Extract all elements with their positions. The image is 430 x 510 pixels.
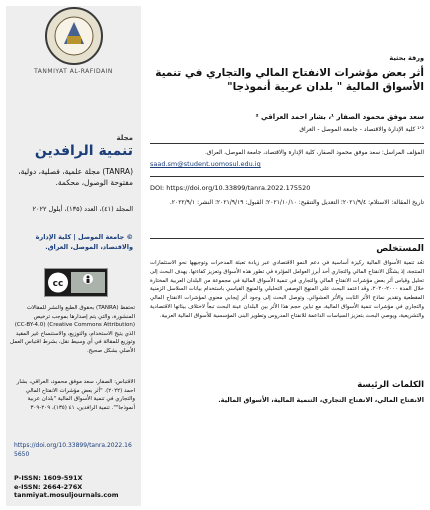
journal-logo xyxy=(38,6,110,66)
paper-type: ورقة بحثية xyxy=(389,54,424,62)
issn-block xyxy=(14,474,118,500)
divider xyxy=(150,143,424,144)
logo-text: TANMIYAT AL-RAFIDAIN xyxy=(34,68,113,75)
divider xyxy=(150,176,424,177)
article-title: أثر بعض مؤشرات الانفتاح المالي والتجاري في تنمية الأسواق المالية " بلدان عربية أنموذجا" xyxy=(155,67,424,93)
abstract-heading: المستخلص xyxy=(376,244,424,254)
author-affiliation: ¹٬² كلية الإدارة والاقتصاد - جامعة الموصل - العراق xyxy=(299,126,424,133)
svg-text:cc: cc xyxy=(52,279,64,289)
print-issn: P-ISSN: 1609-591X xyxy=(14,474,83,482)
sidebar-doi-link[interactable]: https://doi.org/10.33899/tanra.2022.165650 xyxy=(14,442,132,458)
article-doi-link[interactable]: DOI: https://doi.org/10.33899/tanra.2022.175520 xyxy=(150,184,311,192)
keywords-heading: الكلمات الرئيسة xyxy=(357,380,424,390)
keywords-list: الانفتاح المالي، الانفتاح التجاري، التنمية المالية، الأسواق المالية. xyxy=(218,396,424,404)
corresponding-author: المؤلف المراسل: سعد موفق محمود الصفار، كلية الإدارة والاقتصاد، جامعة الموصل، العراق. xyxy=(205,150,424,156)
journal-description: (TANRA) مجلة علمية، فصلية، دولية، مفتوحة الوصول، محكمة. xyxy=(18,167,133,187)
journal-name: تنمية الرافدين xyxy=(34,143,133,159)
citation: الاقتباس: الصفار، سعد موفق محمود، العراقي، بشار احمد (٢٠٢٢). "أثر بعض مؤشرات الانفتاح المالي والتجاري في تنمية الأسواق المالية "بلدان عربية أنموذجا"". تنمية الرافدين، ٤١ (١٣٥)، ٢٠٩-٣٠٩ xyxy=(16,379,135,411)
volume-issue: المجلد (٤١)، العدد (١٣٥)، أيلول ٢٠٢٢ xyxy=(32,205,133,213)
abstract-text: تعُد تنمية الأسواق المالية ركيزة أساسية في دعم النمو الاقتصادي عبر زيادة تعبئة المدخرات وتوجيهها نحو الاستثمارات المنتجة، إذ يشكّل الانفتاح المالي والتجاري أحد أبرز العوامل المؤثرة في تطور هذه الأسواق وتعزيز كفاءتها. يهدف البحث إلى تحليل وقياس أثر بعض مؤشرات الانفتاح المالي والتجاري في تنمية الأسواق المالية في مجموعة من البلدان العربية المختارة خلال المدة ٢٠٠٠-٢٠٢٠، وقد اعتمد البحث على المنهج الوصفي التحليلي والمنهج القياسي باستخدام بيانات السلاسل الزمنية المقطعية وتقدير نماذج الأثر الثابت والأثر العشوائي. وتوصل البحث إلى وجود أثر إيجابي معنوي لمؤشرات الانفتاح المالي والتجاري في مؤشرات تنمية الأسواق المالية، مع تباين حجم هذا الأثر بين البلدان عينة البحث تبعاً لاختلاف بيئاتها الاقتصادية والتشريعية، ويوصي البحث بتعزيز السياسات الداعمة للانفتاح المدروس وتطوير البنى المؤسسية للأسواق المالية العربية. xyxy=(150,260,424,319)
cc-by-license-badge[interactable] xyxy=(44,268,108,297)
electronic-issn: e-ISSN: 2664-276X xyxy=(14,482,83,491)
journal-label: مجلة xyxy=(116,134,133,142)
divider xyxy=(150,238,424,239)
journal-website[interactable]: tanmiyat.mosuljournals.com xyxy=(14,491,119,499)
copyright-notice: تحتفظ (TANRA) بحقوق الطبع والنشر للمقالات المنشورة، والتي يتم إصدارها بموجب ترخيص (Creative Commons Attribution) (CC-BY-4.0) الذي يتيح الاستخدام، والتوزيع، والاستنساخ غير المقيد وتوزيع للمقالة في أي وسيط نقل، بشرط اقتباس العمل الأصلي بشكل صحيح. xyxy=(10,305,135,354)
publisher-affiliation: © جامعة الموصل | كلية الإدارة والاقتصاد، الموصل، العراق. xyxy=(35,233,133,251)
article-authors: سعد موفق محمود الصفار ¹، بشار احمد العراقي ² xyxy=(255,113,424,121)
author-email-link[interactable]: saad.sm@student.uomosul.edu.iq xyxy=(150,160,261,168)
journal-sidebar xyxy=(6,6,141,506)
article-dates: تاريخ المقالة: الاستلام: ٢٠٢١/٩/٤؛ التعديل والتنقيح: ٢٠٢١/١٠/١٠؛ القبول: ٢٠٢١/٩/١٩؛ النشر: ٢٠٢٢/٩/١. xyxy=(169,199,424,206)
